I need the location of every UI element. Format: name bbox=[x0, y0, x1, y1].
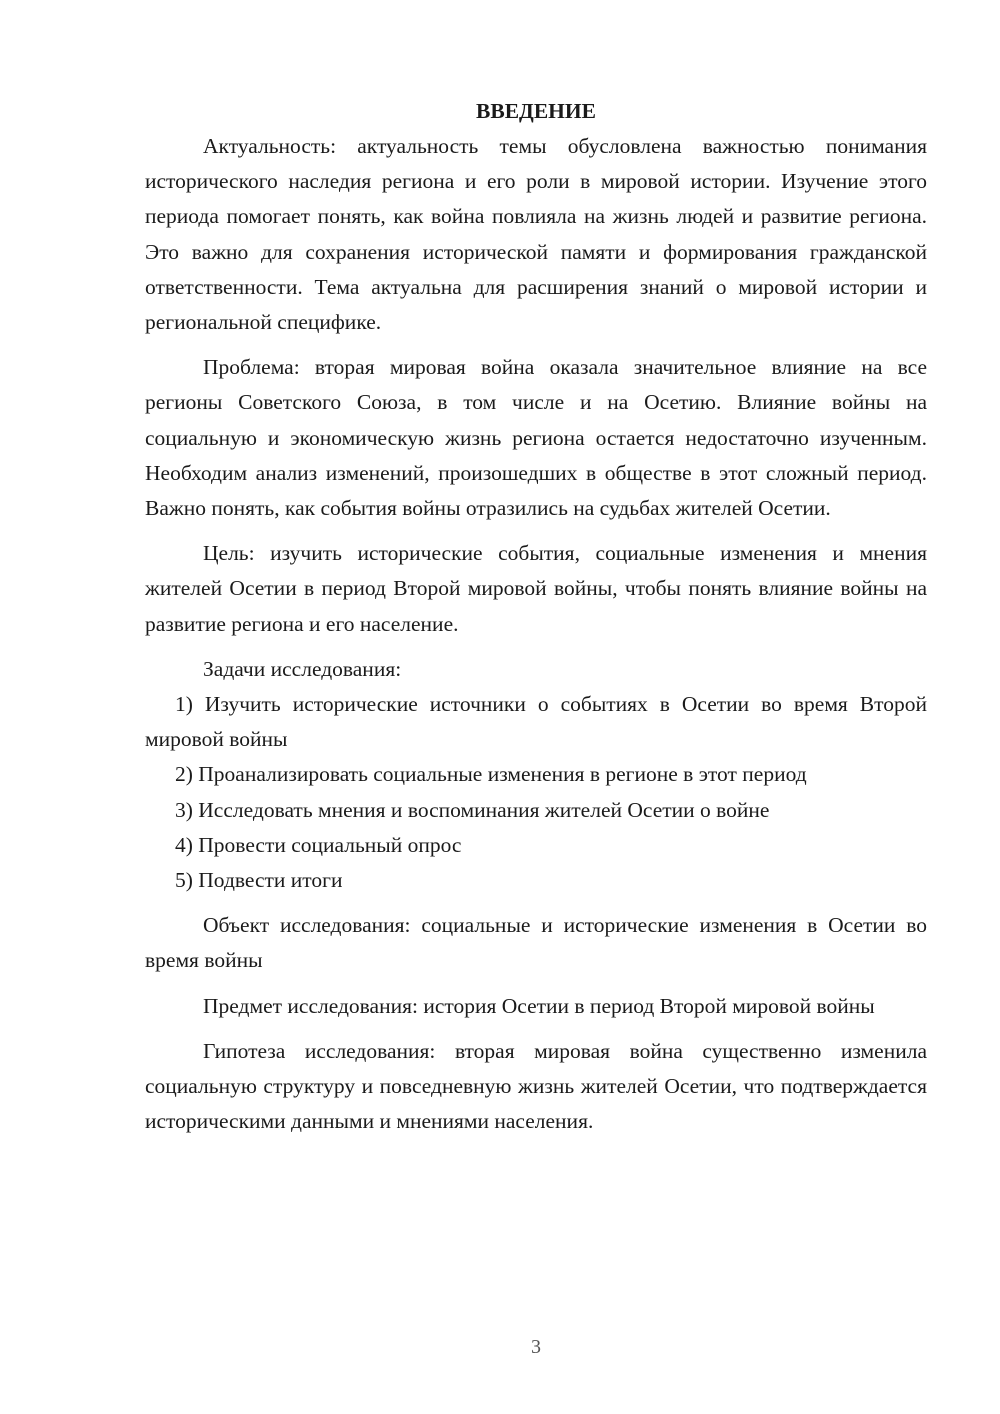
tasks-heading: Задачи исследования: bbox=[203, 656, 402, 681]
relevance-paragraph: Актуальность: актуальность темы обусловлена важностью понимания исторического наследия региона и его роли в мировой истории. Изучение этого периода помогает понять, как война повлияла на жизнь людей и развитие региона. Это важно для сохранения исторической памяти и формирования гражданской ответственности. Тема актуальна для расширения знаний о мировой истории и региональной специфике. bbox=[145, 134, 927, 335]
hypothesis-paragraph: Гипотеза исследования: вторая мировая война существенно изменила социальную структуру и повседневную жизнь жителей Осетии, что подтверждается историческими данными и мнениями населения. bbox=[145, 1038, 927, 1134]
subject-paragraph: Предмет исследования: история Осетии в период Второй мировой войны bbox=[203, 993, 875, 1018]
page-number: 3 bbox=[531, 1336, 541, 1358]
goal-paragraph: Цель: изучить исторические события, социальные изменения и мнения жителей Осетии в период Второй мировой войны, чтобы понять влияние войны на развитие региона и его население. bbox=[145, 541, 927, 636]
object-paragraph: Объект исследования: социальные и исторические изменения в Осетии во время войны bbox=[145, 913, 927, 973]
list-item: 1) Изучить исторические источники о событиях в Осетии во время Второй мировой войны bbox=[145, 692, 927, 752]
page-body bbox=[145, 94, 927, 1139]
tasks-list bbox=[145, 687, 927, 898]
page-heading: ВВЕДЕНИЕ bbox=[476, 99, 596, 123]
list-item: 2) Проанализировать социальные изменения в регионе в этот период bbox=[175, 762, 807, 787]
list-item: 3) Исследовать мнения и воспоминания жителей Осетии о войне bbox=[175, 797, 770, 822]
list-item: 4) Провести социальный опрос bbox=[175, 832, 462, 857]
list-item: 5) Подвести итоги bbox=[175, 868, 343, 893]
problem-paragraph: Проблема: вторая мировая война оказала значительное влияние на все регионы Советского Союза, в том числе и на Осетию. Влияние войны на социальную и экономическую жизнь региона остается недостаточно изученным. Необходим анализ изменений, произошедших в обществе в этот сложный период. Важно понять, как события войны отразились на судьбах жителей Осетии. bbox=[145, 355, 927, 521]
